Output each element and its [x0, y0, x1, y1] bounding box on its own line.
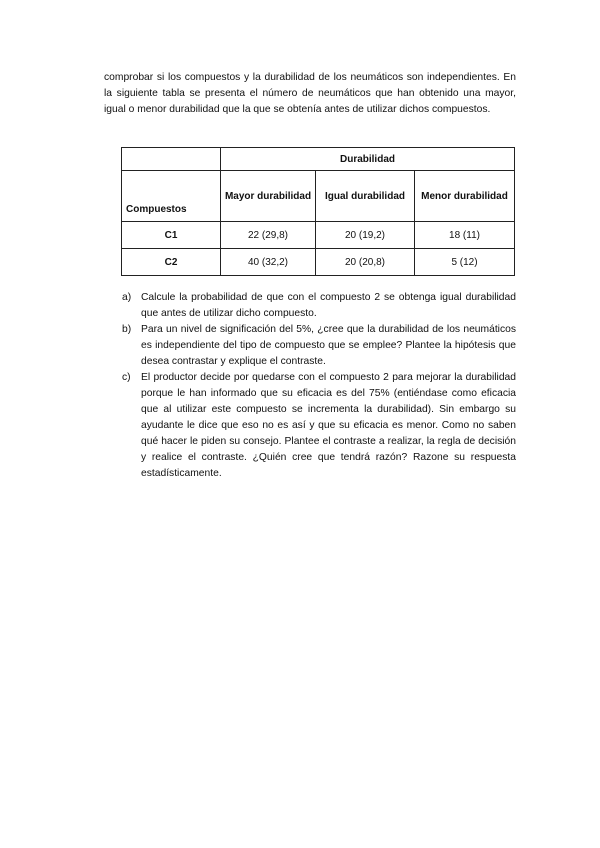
durability-table [121, 147, 515, 276]
table-column-header: Menor durabilidad [415, 171, 515, 222]
table-group-header: Durabilidad [221, 148, 515, 171]
table-row-header: Compuestos [122, 171, 221, 222]
question-list [122, 290, 516, 482]
table-cell: 40 (32,2) [221, 249, 316, 276]
question-item [122, 370, 516, 482]
table-cell: 5 (12) [415, 249, 515, 276]
table-cell: 20 (19,2) [316, 222, 415, 249]
table-row-label: C1 [122, 222, 221, 249]
question-text: Para un nivel de significación del 5%, ¿cree que la durabilidad de los neumáticos es independiente del tipo de compuesto que se emplee? Plantee la hipótesis que desea contrastar y explique el contraste. [141, 324, 516, 367]
intro-text: comprobar si los compuestos y la durabilidad de los neumáticos son independientes. En la siguiente tabla se presenta el número de neumáticos que han obtenido una mayor, igual o menor durabilidad que la que se obtenía antes de utilizar dichos compuestos. [104, 72, 516, 115]
table-row [122, 222, 515, 249]
question-text: Calcule la probabilidad de que con el compuesto 2 se obtenga igual durabilidad que antes de utilizar dicho compuesto. [141, 292, 516, 319]
table-cell: 18 (11) [415, 222, 515, 249]
question-label: c) [122, 372, 131, 383]
question-label: b) [122, 324, 132, 335]
table-column-header: Igual durabilidad [316, 171, 415, 222]
question-item [122, 322, 516, 370]
table-cell: 22 (29,8) [221, 222, 316, 249]
table-column-header: Mayor durabilidad [221, 171, 316, 222]
question-item [122, 290, 516, 322]
table-empty-corner [122, 148, 221, 171]
question-label: a) [122, 292, 132, 303]
table-cell: 20 (20,8) [316, 249, 415, 276]
question-text: El productor decide por quedarse con el compuesto 2 para mejorar la durabilidad porque le han informado que su eficacia es del 75% (entiéndase como eficacia que al utilizar este compuesto se incrementa la durabilidad). Sin embargo su ayudante le dice que eso no es así y que su eficacia es menor. Como no saben qué hacer le piden su consejo. Plantee el contraste a realizar, la regla de decisión y realice el contraste. ¿Quién cree que tendrá razón? Razone su respuesta estadísticamente. [141, 372, 516, 479]
table-row-label: C2 [122, 249, 221, 276]
intro-paragraph [104, 70, 516, 118]
table-row [122, 249, 515, 276]
